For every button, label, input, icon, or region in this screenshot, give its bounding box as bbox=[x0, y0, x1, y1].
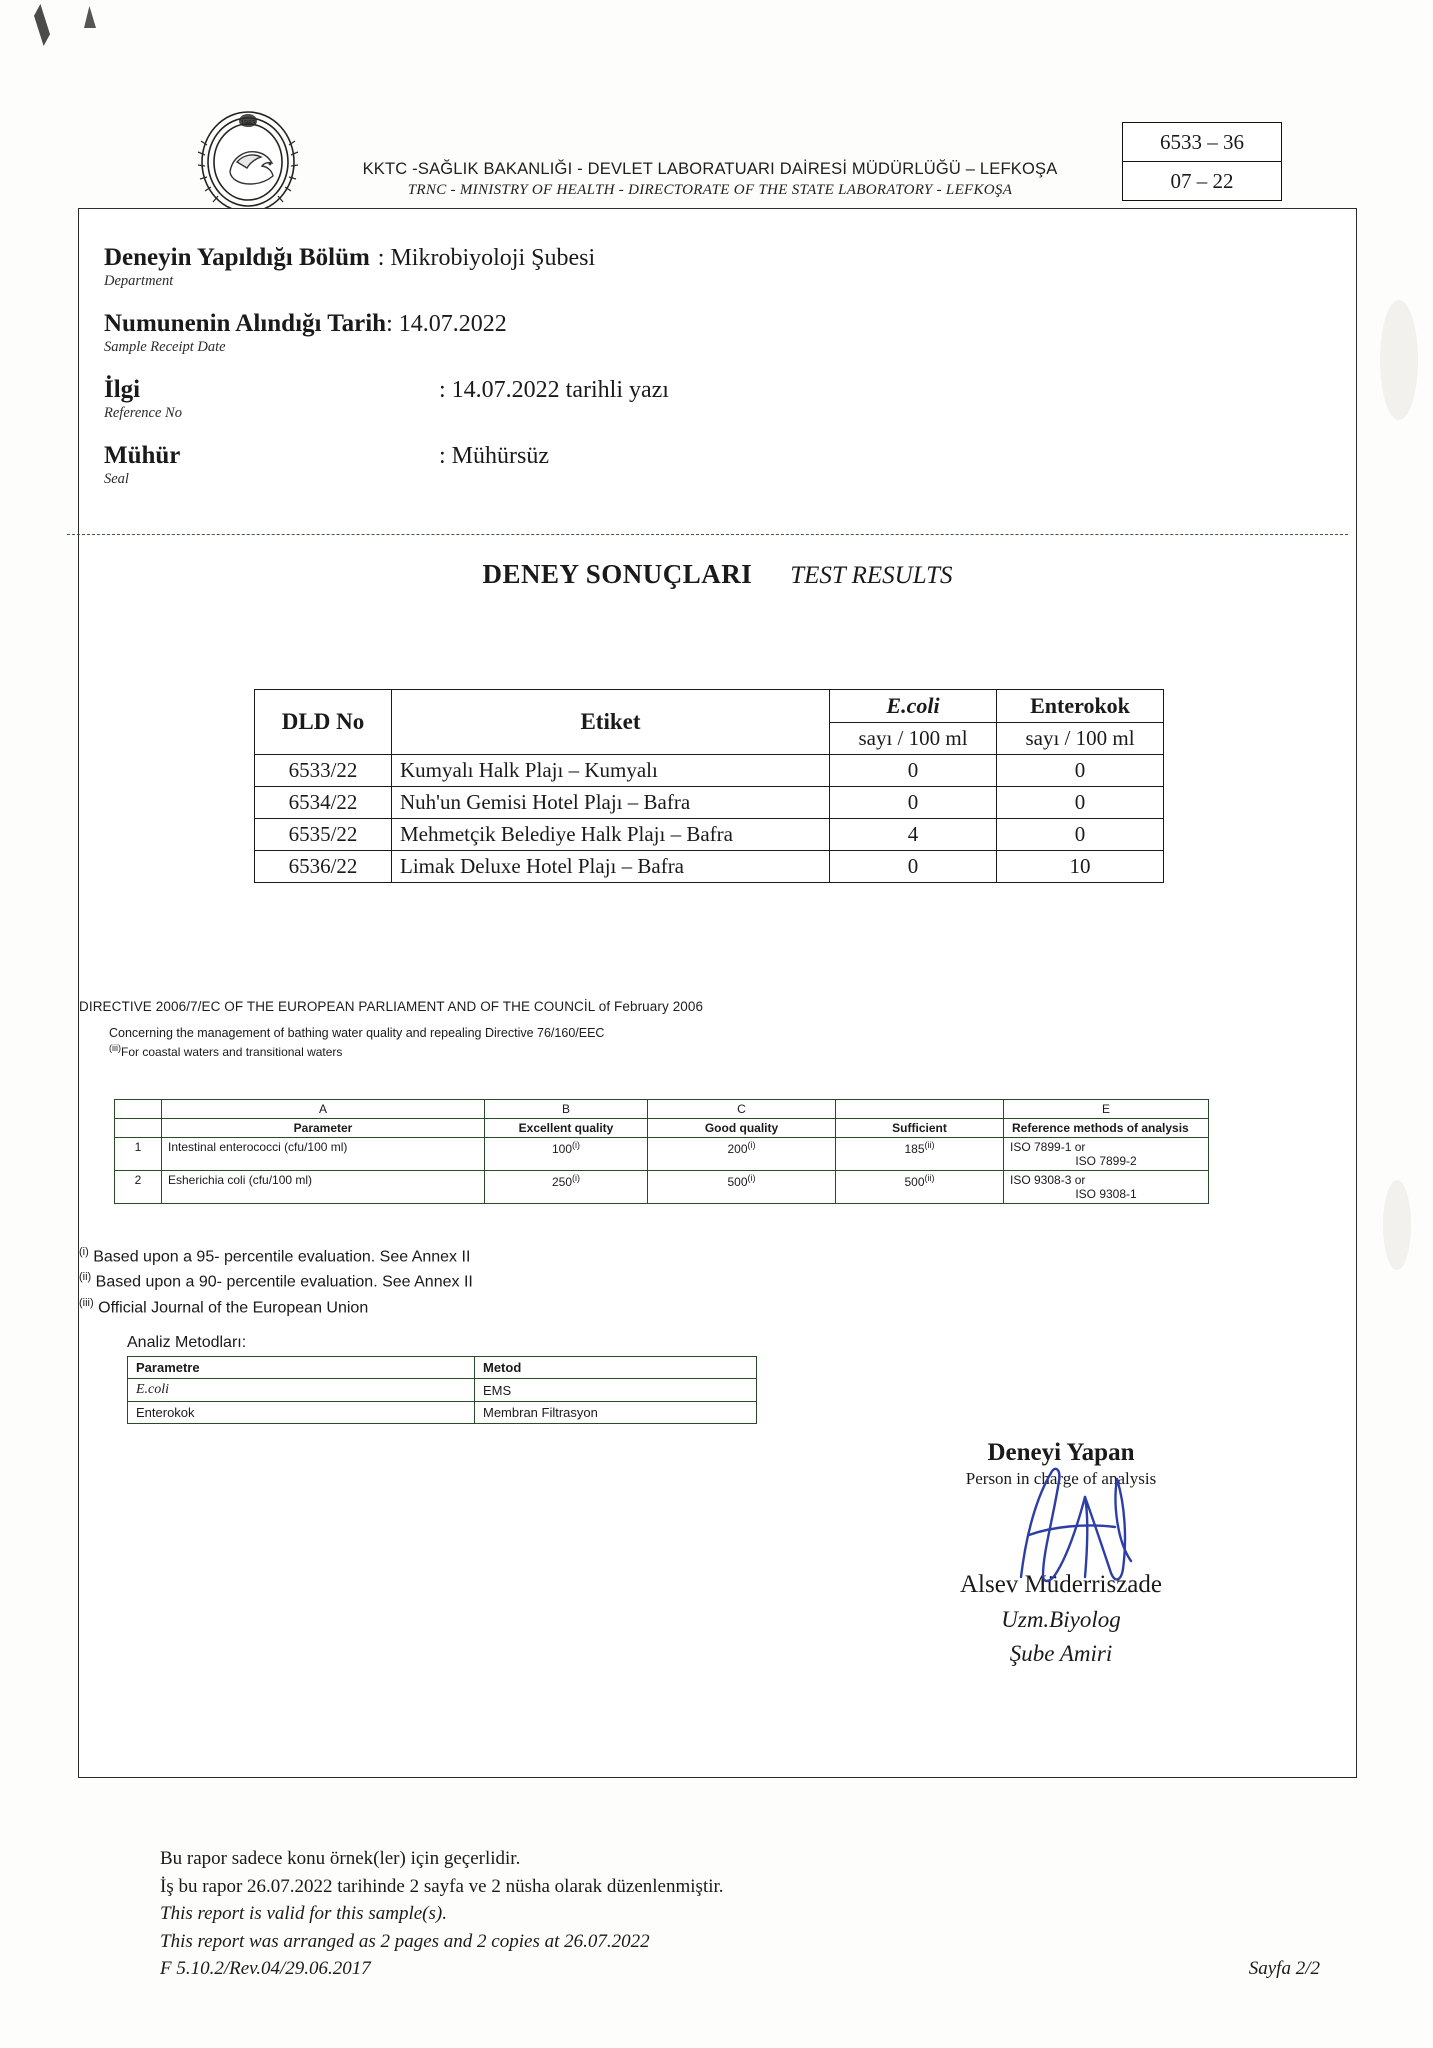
department-label: Deneyin Yapıldığı Bölüm bbox=[104, 244, 370, 271]
dir-row-parameter: Esherichia coli (cfu/100 ml) bbox=[162, 1171, 485, 1204]
footnote-item bbox=[79, 1269, 473, 1294]
col-header-ecoli bbox=[830, 690, 997, 723]
cell-enterokok: 0 bbox=[997, 819, 1164, 851]
dir-letter-blank bbox=[836, 1100, 1004, 1119]
col-header-ecoli-name: E.coli bbox=[886, 693, 940, 718]
dir-row-parameter: Intestinal enterococci (cfu/100 ml) bbox=[162, 1138, 485, 1171]
cell-etiket: Mehmetçik Belediye Halk Plajı – Bafra bbox=[392, 819, 830, 851]
footnote-marker: (ii) bbox=[79, 1271, 92, 1284]
dir-row-sufficient-value: 500 bbox=[904, 1175, 925, 1189]
dir-row-reference bbox=[1004, 1138, 1209, 1171]
scan-artifact-mark bbox=[34, 4, 50, 46]
directive-section bbox=[69, 999, 1349, 1201]
dir-row-good-value: 500 bbox=[727, 1175, 748, 1189]
cell-ecoli: 0 bbox=[830, 851, 997, 883]
dir-row-excellent bbox=[485, 1138, 648, 1171]
cell-etiket: Limak Deluxe Hotel Plajı – Bafra bbox=[392, 851, 830, 883]
footer-line-3: This report is valid for this sample(s). bbox=[160, 1903, 447, 1925]
footnote-text: Based upon a 90- percentile evaluation. See Annex II bbox=[95, 1273, 473, 1291]
dir-header-good: Good quality bbox=[648, 1119, 836, 1138]
footnote-item bbox=[79, 1295, 473, 1320]
document-header bbox=[0, 52, 1433, 198]
dir-row-good bbox=[648, 1171, 836, 1204]
reference-number: 6533 – 36 bbox=[1123, 123, 1281, 162]
signatory-role: Uzm.Biyolog bbox=[1001, 1607, 1121, 1632]
reference-period: 07 – 22 bbox=[1170, 169, 1234, 193]
dir-row-excellent-sup: (i) bbox=[572, 1173, 581, 1183]
dir-letter-e: E bbox=[1004, 1100, 1209, 1119]
cell-dld: 6536/22 bbox=[255, 851, 392, 883]
directive-row bbox=[115, 1171, 1209, 1204]
directive-subtitle: Concerning the management of bathing water quality and repealing Directive 76/160/EEC bbox=[109, 1026, 605, 1040]
reference-sublabel: Reference No bbox=[104, 405, 182, 421]
cell-ecoli: 4 bbox=[830, 819, 997, 851]
directive-header-row bbox=[115, 1119, 1209, 1138]
dir-row-sufficient-sup: (ii) bbox=[924, 1173, 935, 1183]
dir-letter-b: B bbox=[485, 1100, 648, 1119]
footnote-text: Based upon a 95- percentile evaluation. See Annex II bbox=[93, 1248, 471, 1266]
cell-dld: 6533/22 bbox=[255, 755, 392, 787]
seal-sublabel: Seal bbox=[104, 471, 129, 487]
cell-enterokok: 0 bbox=[997, 755, 1164, 787]
field-list bbox=[104, 244, 1104, 508]
seal-label: Mühür bbox=[104, 442, 181, 469]
department-value: : Mikrobiyoloji Şubesi bbox=[377, 245, 596, 271]
table-row bbox=[255, 851, 1164, 883]
dir-row-index: 1 bbox=[115, 1138, 162, 1171]
dir-row-good-sup: (i) bbox=[747, 1140, 756, 1150]
field-reference-no bbox=[104, 376, 1104, 422]
cell-etiket: Nuh'un Gemisi Hotel Plajı – Bafra bbox=[392, 787, 830, 819]
footer-page-number: Sayfa 2/2 bbox=[1248, 1958, 1320, 1980]
results-section-title bbox=[79, 559, 1356, 590]
footer-line-2: İş bu rapor 26.07.2022 tarihinde 2 sayfa ve 2 nüsha olarak düzenlenmiştir. bbox=[160, 1875, 724, 1897]
methods-row bbox=[128, 1379, 757, 1402]
methods-parameter: E.coli bbox=[128, 1379, 475, 1402]
footnotes-list bbox=[79, 1244, 473, 1320]
col-header-dld: DLD No bbox=[255, 690, 392, 755]
signatory-role-2: Şube Amiri bbox=[1009, 1641, 1113, 1666]
field-department bbox=[104, 244, 1104, 290]
footnote-marker: (i) bbox=[79, 1246, 89, 1258]
analysis-methods-table bbox=[127, 1356, 757, 1424]
org-name-tr: KKTC -SAĞLIK BAKANLIĞI - DEVLET LABORATUARI DAİRESİ MÜDÜRLÜĞÜ – LEFKOŞA bbox=[362, 160, 1058, 178]
reference-number-box bbox=[1122, 122, 1282, 201]
svg-text:1983: 1983 bbox=[240, 120, 256, 127]
field-sample-receipt-date bbox=[104, 310, 1104, 356]
methods-parameter: Enterokok bbox=[128, 1402, 475, 1424]
dir-row-reference-l1: ISO 9308-3 or bbox=[1010, 1173, 1086, 1187]
directive-letter-row bbox=[115, 1100, 1209, 1119]
department-sublabel: Department bbox=[104, 273, 174, 289]
methods-method: EMS bbox=[475, 1379, 757, 1402]
receipt-date-value: : 14.07.2022 bbox=[386, 311, 507, 337]
dir-header-sufficient: Sufficient bbox=[836, 1119, 1004, 1138]
signature-subtitle: Person in charge of analysis bbox=[965, 1469, 1157, 1488]
dir-corner-cell-2 bbox=[115, 1119, 162, 1138]
test-results-table bbox=[254, 689, 1164, 883]
dir-header-reference: Reference methods of analysis bbox=[1004, 1119, 1209, 1138]
cell-enterokok: 10 bbox=[997, 851, 1164, 883]
directive-row bbox=[115, 1138, 1209, 1171]
dir-row-sufficient bbox=[836, 1171, 1004, 1204]
footer-line-1: Bu rapor sadece konu örnek(ler) için geçerlidir. bbox=[160, 1848, 521, 1869]
section-divider bbox=[67, 534, 1348, 535]
report-body-frame bbox=[78, 208, 1357, 1778]
methods-method: Membran Filtrasyon bbox=[475, 1402, 757, 1424]
footnote-item bbox=[79, 1244, 473, 1269]
reference-label: İlgi bbox=[104, 376, 141, 403]
dir-row-sufficient bbox=[836, 1138, 1004, 1171]
table-header-row bbox=[255, 690, 1164, 723]
dir-row-index: 2 bbox=[115, 1171, 162, 1204]
analysis-methods-title: Analiz Metodları: bbox=[127, 1334, 247, 1351]
col-unit-ecoli: sayı / 100 ml bbox=[830, 723, 997, 755]
directive-title: DIRECTIVE 2006/7/EC OF THE EUROPEAN PARLIAMENT AND OF THE COUNCİL of February 2006 bbox=[79, 999, 704, 1014]
dir-row-reference-l2: ISO 7899-2 bbox=[1075, 1154, 1137, 1168]
dir-row-excellent-sup: (i) bbox=[572, 1140, 581, 1150]
dir-corner-cell bbox=[115, 1100, 162, 1119]
dir-row-good-sup: (i) bbox=[747, 1173, 756, 1183]
dir-letter-c: C bbox=[648, 1100, 836, 1119]
dir-row-sufficient-value: 185 bbox=[904, 1142, 925, 1156]
cell-enterokok: 0 bbox=[997, 787, 1164, 819]
footnote-text: Official Journal of the European Union bbox=[98, 1298, 369, 1316]
receipt-date-sublabel: Sample Receipt Date bbox=[104, 339, 226, 355]
dir-row-sufficient-sup: (ii) bbox=[924, 1140, 935, 1150]
table-row bbox=[255, 819, 1164, 851]
methods-header-row bbox=[128, 1357, 757, 1379]
footer-line-4: This report was arranged as 2 pages and 2 copies at 26.07.2022 bbox=[160, 1930, 650, 1952]
col-header-etiket: Etiket bbox=[392, 690, 830, 755]
reference-value: : 14.07.2022 tarihli yazı bbox=[439, 377, 669, 403]
scan-blotch bbox=[1380, 300, 1418, 420]
header-org-text bbox=[345, 160, 1075, 199]
results-title-en: TEST RESULTS bbox=[790, 562, 953, 589]
dir-row-good-value: 200 bbox=[727, 1142, 748, 1156]
col-unit-enterokok: sayı / 100 ml bbox=[997, 723, 1164, 755]
table-row bbox=[255, 755, 1164, 787]
dir-row-excellent-value: 100 bbox=[551, 1142, 573, 1156]
scan-blotch-2 bbox=[1383, 1180, 1411, 1270]
methods-row bbox=[128, 1402, 757, 1424]
org-name-en: TRNC - MINISTRY OF HEALTH - DIRECTORATE OF THE STATE LABORATORY - LEFKOŞA bbox=[407, 182, 1013, 198]
dir-row-reference bbox=[1004, 1171, 1209, 1204]
analysis-methods-section bbox=[127, 1334, 757, 1424]
results-title-tr: DENEY SONUÇLARI bbox=[482, 559, 753, 589]
cell-dld: 6535/22 bbox=[255, 819, 392, 851]
col-header-enterokok bbox=[997, 690, 1164, 723]
cell-etiket: Kumyalı Halk Plajı – Kumyalı bbox=[392, 755, 830, 787]
dir-row-excellent bbox=[485, 1171, 648, 1204]
dir-header-parameter: Parameter bbox=[162, 1119, 485, 1138]
dir-header-excellent: Excellent quality bbox=[485, 1119, 648, 1138]
signatory-name: Alsev Müderriszade bbox=[959, 1571, 1162, 1598]
dir-row-excellent-value: 250 bbox=[551, 1175, 573, 1189]
dir-row-reference-l2: ISO 9308-1 bbox=[1075, 1187, 1137, 1201]
directive-footnote-text: For coastal waters and transitional waters bbox=[121, 1045, 343, 1059]
field-seal bbox=[104, 442, 1104, 488]
footnote-marker: (iii) bbox=[79, 1296, 94, 1309]
table-row bbox=[255, 787, 1164, 819]
methods-col-parameter: Parametre bbox=[128, 1357, 475, 1379]
dir-row-reference-l1: ISO 7899-1 or bbox=[1010, 1140, 1086, 1154]
cell-ecoli: 0 bbox=[830, 787, 997, 819]
directive-footnote-sup: (iii) bbox=[109, 1043, 121, 1053]
methods-col-method: Metod bbox=[475, 1357, 757, 1379]
footer-form-code: F 5.10.2/Rev.04/29.06.2017 bbox=[160, 1958, 371, 1980]
directive-limits-table bbox=[114, 1099, 1209, 1204]
dir-row-good bbox=[648, 1138, 836, 1171]
dir-letter-a: A bbox=[162, 1100, 485, 1119]
col-header-enterokok-name: Enterokok bbox=[1030, 693, 1130, 718]
seal-value: : Mühürsüz bbox=[439, 443, 549, 469]
state-crest-icon bbox=[185, 100, 315, 220]
directive-footnote-line bbox=[109, 1043, 1349, 1059]
cell-ecoli: 0 bbox=[830, 755, 997, 787]
receipt-date-label: Numunenin Alındığı Tarih bbox=[104, 310, 387, 337]
signature-block bbox=[826, 1439, 1296, 1667]
signature-title: Deneyi Yapan bbox=[987, 1439, 1135, 1466]
scan-artifact-mark-2 bbox=[84, 6, 96, 28]
document-footer bbox=[160, 1845, 1360, 1983]
cell-dld: 6534/22 bbox=[255, 787, 392, 819]
